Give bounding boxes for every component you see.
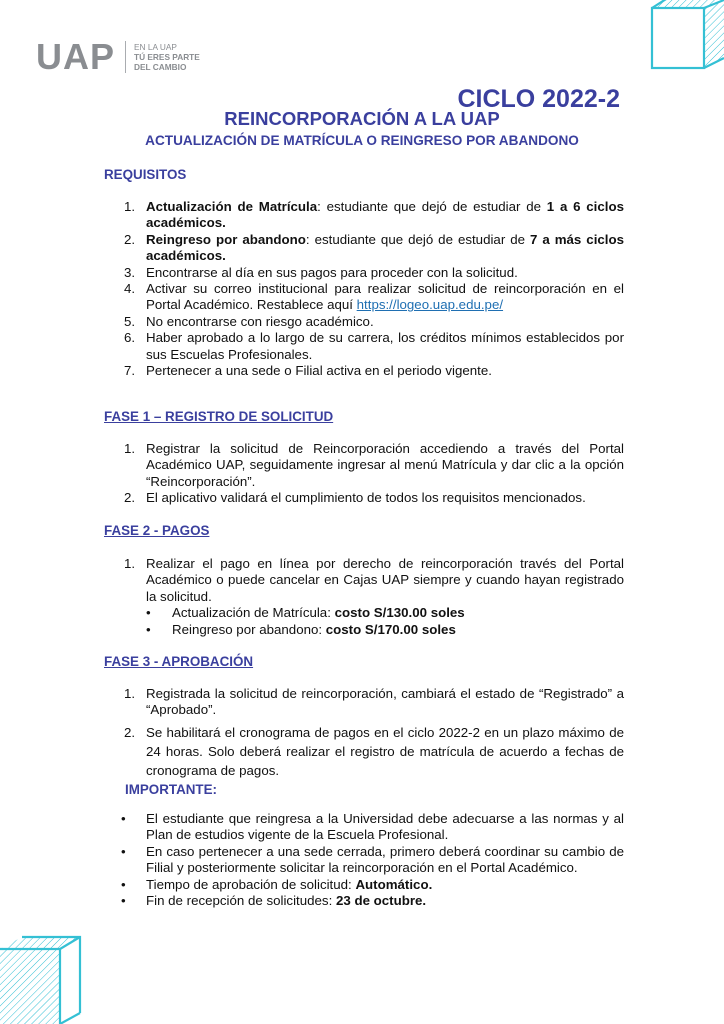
fase2-heading: FASE 2 - PAGOS xyxy=(104,523,210,538)
page-title: REINCORPORACIÓN A LA UAP xyxy=(224,108,500,129)
list-item: 1. Registrada la solicitud de reincorporación, cambiará el estado de “Registrado” a “Aprobado”. xyxy=(124,686,624,718)
cost-list xyxy=(146,605,624,638)
list-item: 4. Activar su correo institucional para realizar solicitud de reincorporación en el Portal Académico. Restablece aquí https://logeo.uap.edu.pe/ xyxy=(124,281,624,313)
logeo-link[interactable]: https://logeo.uap.edu.pe/ xyxy=(356,297,504,313)
list-item: 1. Actualización de Matrícula: estudiante que dejó de estudiar de 1 a 6 ciclos académicos. xyxy=(124,199,624,231)
cost-item: • Actualización de Matrícula: costo S/130.00 soles xyxy=(146,605,465,621)
list-item: 1. Registrar la solicitud de Reincorporación accediendo a través del Portal Académico UAP, seguidamente ingresar al menú Matrícula y dar clic a la opción “Reincorporación”. xyxy=(124,441,624,489)
logo-divider xyxy=(125,41,126,73)
cycle-label: CICLO 2022-2 xyxy=(457,85,620,113)
list-item: 2. El aplicativo validará el cumplimiento de todos los requisitos mencionados. xyxy=(124,490,586,506)
fase3-list xyxy=(104,686,624,780)
list-item: • El estudiante que reingresa a la Universidad debe adecuarse a las normas y al Plan de estudios vigente de la Escuela Profesional. xyxy=(121,811,624,843)
uap-logo xyxy=(36,38,200,76)
list-item: 2. Reingreso por abandono: estudiante que dejó de estudiar de 7 a más ciclos académicos. xyxy=(124,231,624,264)
requisitos-list xyxy=(104,199,624,379)
logo-tagline: EN LA UAP TÚ ERES PARTE DEL CAMBIO xyxy=(134,42,200,72)
fase1-heading: FASE 1 – REGISTRO DE SOLICITUD xyxy=(104,409,334,424)
list-item: 2. Se habilitará el cronograma de pagos en el ciclo 2022-2 en un plazo máximo de 24 horas. Solo deberá realizar el registro de matrícula de acuerdo a fechas de cronograma de pagos. xyxy=(124,724,624,778)
list-item: 7. Pertenecer a una sede o Filial activa en el periodo vigente. xyxy=(124,363,492,379)
list-item: • Fin de recepción de solicitudes: 23 de octubre. xyxy=(121,893,427,909)
page-subtitle: ACTUALIZACIÓN DE MATRÍCULA O REINGRESO POR ABANDONO xyxy=(145,133,579,148)
logo-mark: UAP xyxy=(36,36,116,77)
importante-heading: IMPORTANTE: xyxy=(125,782,217,797)
importante-list xyxy=(104,811,624,909)
list-item: 3. Encontrarse al día en sus pagos para proceder con la solicitud. xyxy=(124,264,518,280)
list-item: 1. Realizar el pago en línea por derecho de reincorporación través del Portal Académico o puede cancelar en Cajas UAP siempre y cuando hayan registrado la solicitud. • Actualización de Matrícula: costo S/130.00 soles • Reingreso por abandono: costo S/170.00 soles xyxy=(124,556,624,637)
cost-item: • Reingreso por abandono: costo S/170.00 soles xyxy=(146,621,456,637)
cube-graphic-bottom-left xyxy=(0,935,116,1024)
list-item: • En caso pertenecer a una sede cerrada, primero deberá coordinar su cambio de Filial y posteriormente solicitar la reincorporación en el Portal Académico. xyxy=(121,843,624,876)
fase2-list xyxy=(104,556,624,638)
fase1-list xyxy=(104,441,624,507)
list-item: 5. No encontrarse con riesgo académico. xyxy=(124,313,374,329)
cube-graphic-top-right xyxy=(608,0,724,80)
fase3-heading: FASE 3 - APROBACIÓN xyxy=(104,654,254,669)
list-item: 6. Haber aprobado a lo largo de su carrera, los créditos mínimos establecidos por sus Escuelas Profesionales. xyxy=(124,330,624,362)
list-item: • Tiempo de aprobación de solicitud: Automático. xyxy=(121,876,433,892)
requisitos-heading: REQUISITOS xyxy=(104,167,187,182)
